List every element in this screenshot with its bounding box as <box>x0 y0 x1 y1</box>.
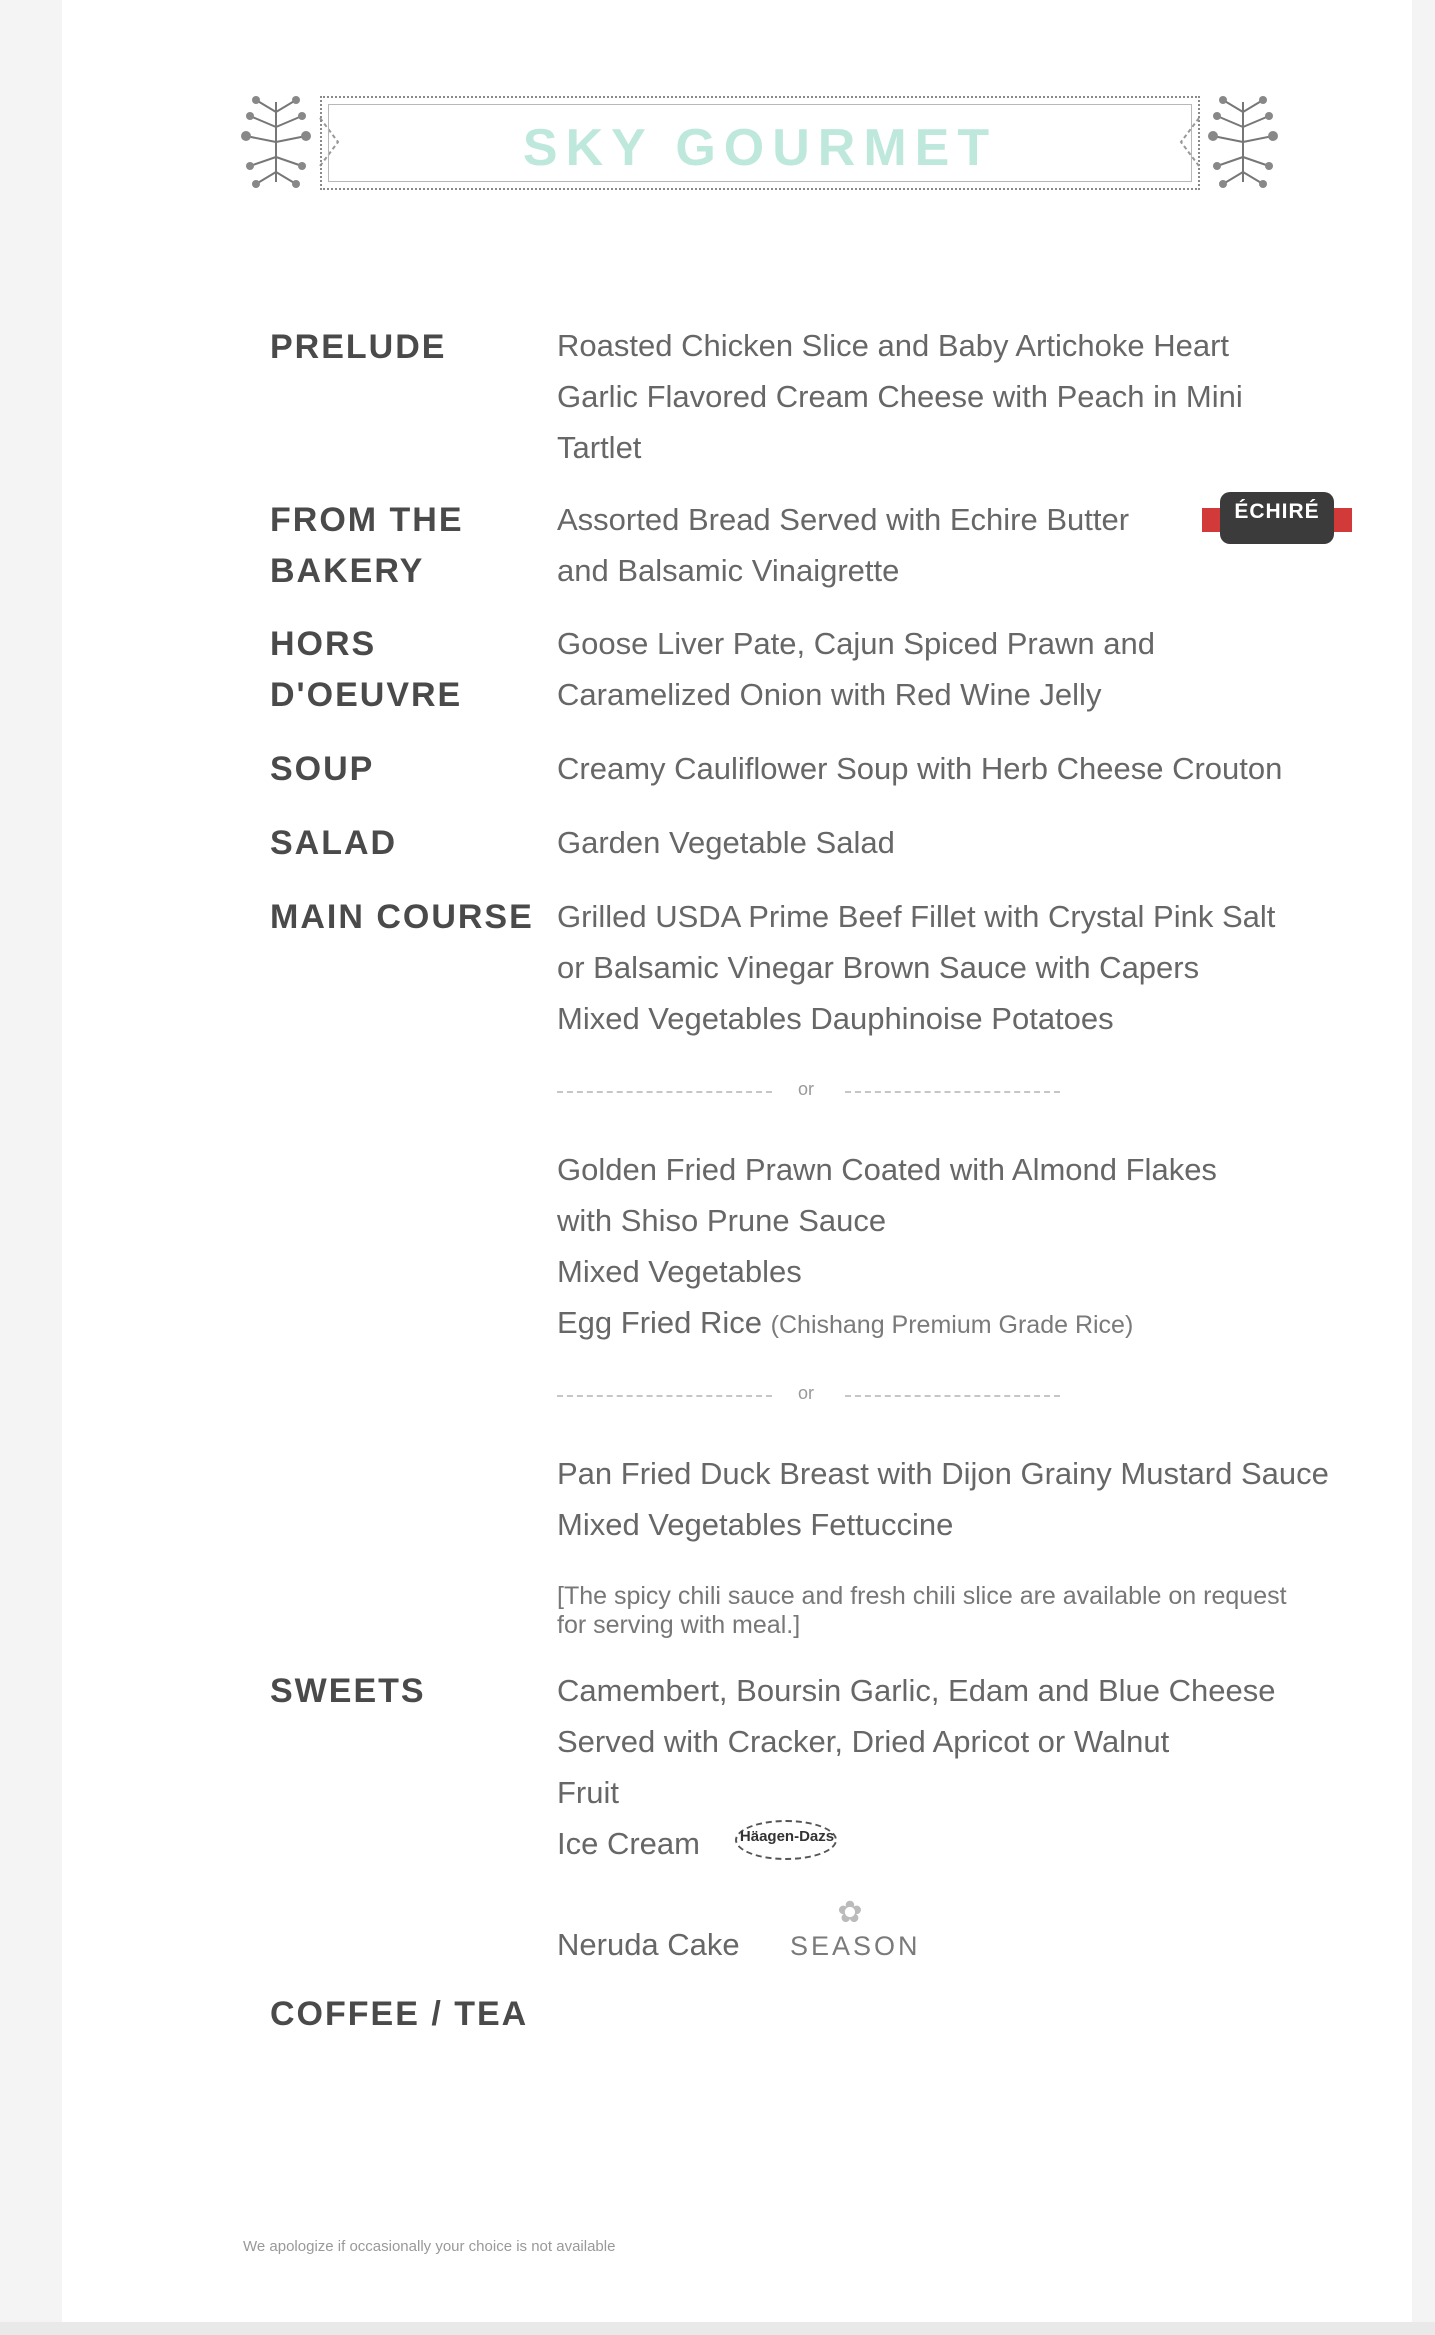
rice-note: (Chishang Premium Grade Rice) <box>770 1311 1134 1339</box>
menu-line: Goose Liver Pate, Cajun Spiced Prawn and <box>557 626 1155 661</box>
menu-line: Garden Vegetable Salad <box>557 825 895 860</box>
echire-logo-text: ÉCHIRÉ <box>1220 492 1334 544</box>
menu-line: Assorted Bread Served with Echire Butter <box>557 502 1130 537</box>
menu-line: Ice Cream <box>557 1826 700 1861</box>
or-separator <box>557 1381 1060 1411</box>
haagen-dazs-logo-text: Häagen-Dazs <box>739 1828 835 1845</box>
banner-frame <box>320 96 1200 190</box>
separator-or: or <box>798 1079 815 1099</box>
section-label-hors-line2: D'OEUVRE <box>270 676 463 714</box>
menu-line: Creamy Cauliflower Soup with Herb Cheese Crouton <box>557 751 1283 786</box>
season-mark-icon: ✿ <box>837 1896 863 1929</box>
menu-line: Garlic Flavored Cream Cheese with Peach in Mini <box>557 379 1243 414</box>
menu-line: Mixed Vegetables Fettuccine <box>557 1507 954 1542</box>
separator-dash <box>557 1091 772 1093</box>
menu-line: or Balsamic Vinegar Brown Sauce with Capers <box>557 950 1200 985</box>
chili-note-line2: for serving with meal.] <box>557 1611 801 1639</box>
section-label-bakery-line1: FROM THE <box>270 501 464 539</box>
menu-line: Mixed Vegetables <box>557 1254 802 1289</box>
menu-line: Caramelized Onion with Red Wine Jelly <box>557 677 1102 712</box>
section-label-salad: SALAD <box>270 824 398 862</box>
menu-line: Served with Cracker, Dried Apricot or Walnut <box>557 1724 1170 1759</box>
rice-dish: Egg Fried Rice <box>557 1305 763 1340</box>
footer-note: We apologize if occasionally your choice is not available <box>243 2238 616 2255</box>
menu-line: Fruit <box>557 1775 619 1810</box>
or-separator <box>557 1077 1060 1107</box>
menu-line: with Shiso Prune Sauce <box>557 1203 887 1238</box>
menu-line: Neruda Cake <box>557 1927 740 1962</box>
menu-line: Camembert, Boursin Garlic, Edam and Blue Cheese <box>557 1673 1276 1708</box>
floral-ornament-icon <box>236 92 316 192</box>
section-label-soup: SOUP <box>270 750 375 788</box>
chili-note-line1: [The spicy chili sauce and fresh chili slice are available on request <box>557 1582 1287 1610</box>
page-title: SKY GOURMET <box>522 119 998 177</box>
menu-line: Mixed Vegetables Dauphinoise Potatoes <box>557 1001 1114 1036</box>
floral-ornament-icon <box>1203 92 1283 192</box>
menu-line-rice <box>557 1297 1133 1351</box>
section-label-bakery-line2: BAKERY <box>270 552 425 590</box>
section-label-hors-line1: HORS <box>270 625 377 663</box>
haagen-dazs-logo <box>733 1812 841 1868</box>
section-label-sweets: SWEETS <box>270 1672 426 1710</box>
section-label-prelude: PRELUDE <box>270 328 447 366</box>
menu-line: and Balsamic Vinaigrette <box>557 553 900 588</box>
page-edge <box>0 2322 1435 2335</box>
header-banner <box>236 88 1283 198</box>
separator-dash <box>845 1395 1060 1397</box>
menu-line: Roasted Chicken Slice and Baby Artichoke Heart <box>557 328 1230 363</box>
menu-line: Golden Fried Prawn Coated with Almond Flakes <box>557 1152 1217 1187</box>
separator-or: or <box>798 1383 815 1403</box>
separator-dash <box>845 1091 1060 1093</box>
season-logo <box>790 1895 921 1975</box>
chevron-left-icon <box>1165 112 1205 172</box>
menu-line: Pan Fried Duck Breast with Dijon Grainy Mustard Sauce <box>557 1456 1329 1491</box>
separator-dash <box>557 1395 772 1397</box>
section-label-main-course: MAIN COURSE <box>270 898 534 936</box>
menu-line: Tartlet <box>557 430 642 465</box>
menu-line: Grilled USDA Prime Beef Fillet with Crystal Pink Salt <box>557 899 1276 934</box>
season-logo-text: SEASON <box>790 1931 921 1961</box>
echire-logo <box>1192 488 1362 548</box>
section-label-coffee-tea: COFFEE / TEA <box>270 1995 529 2033</box>
